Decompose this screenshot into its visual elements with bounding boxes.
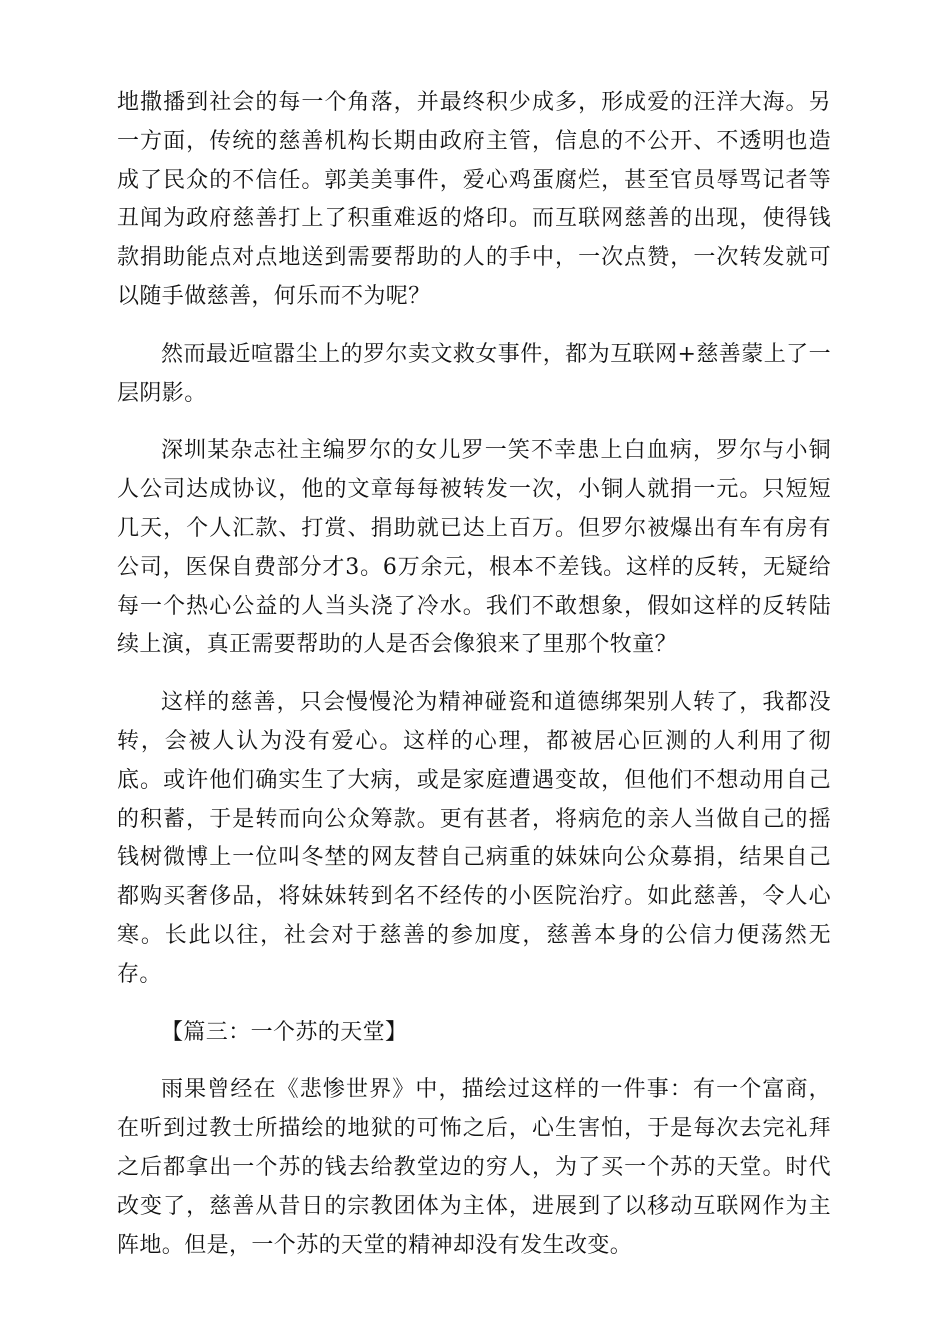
- paragraph-hugo-story: 雨果曾经在《悲惨世界》中，描绘过这样的一件事：有一个富商，在听到过教士所描绘的地狱的可怖之后，心生害怕，于是每次去完礼拜之后都拿出一个苏的钱去给教堂边的穷人，为了买一个苏的天堂。时代改变了，慈善从昔日的宗教团体为主体，进展到了以移动互联网作为主阵地。但是，一个苏的天堂的精神却没有发生改变。: [117, 1077, 831, 1258]
- paragraph-continuation: 地撒播到社会的每一个角落，并最终积少成多，形成爱的汪洋大海。另一方面，传统的慈善机构长期由政府主管，信息的不公开、不透明也造成了民众的不信任。郭美美事件，爱心鸡蛋腐烂，甚至官员辱骂记者等丑闻为政府慈善打上了积重难返的烙印。而互联网慈善的出现，使得钱款捐助能点对点地送到需要帮助的人的手中，一次点赞，一次转发就可以随手做慈善，何乐而不为呢？: [117, 90, 831, 309]
- paragraph-luoer-shadow: 然而最近喧嚣尘上的罗尔卖文救女事件，都为互联网+慈善蒙上了一层阴影。: [117, 341, 831, 406]
- paragraph-moral-coercion: 这样的慈善，只会慢慢沦为精神碰瓷和道德绑架别人转了，我都没转，会被人认为没有爱心。这样的心理，都被居心叵测的人利用了彻底。或许他们确实生了大病，或是家庭遭遇变故，但他们不想动用自己的积蓄，于是转而向公众筹款。更有甚者，将病危的亲人当做自己的摇钱树微博上一位叫冬埜的网友替自己病重的妹妹向公众募捐，结果自己都购买奢侈品，将妹妹转到名不经传的小医院治疗。如此慈善，令人心寒。长此以往，社会对于慈善的参加度，慈善本身的公信力便荡然无存。: [117, 690, 831, 987]
- paragraph-luoer-story: 深圳某杂志社主编罗尔的女儿罗一笑不幸患上白血病，罗尔与小铜人公司达成协议，他的文章每每被转发一次，小铜人就捐一元。只短短几天，个人汇款、打赏、捐助就已达上百万。但罗尔被爆出有车有房有公司，医保自费部分才3。6万余元，根本不差钱。这样的反转，无疑给每一个热心公益的人当头浇了冷水。我们不敢想象，假如这样的反转陆续上演，真正需要帮助的人是否会像狼来了里那个牧童？: [117, 438, 831, 658]
- document-page: [117, 84, 831, 1284]
- section-heading: 【篇三：一个苏的天堂】: [161, 1019, 408, 1045]
